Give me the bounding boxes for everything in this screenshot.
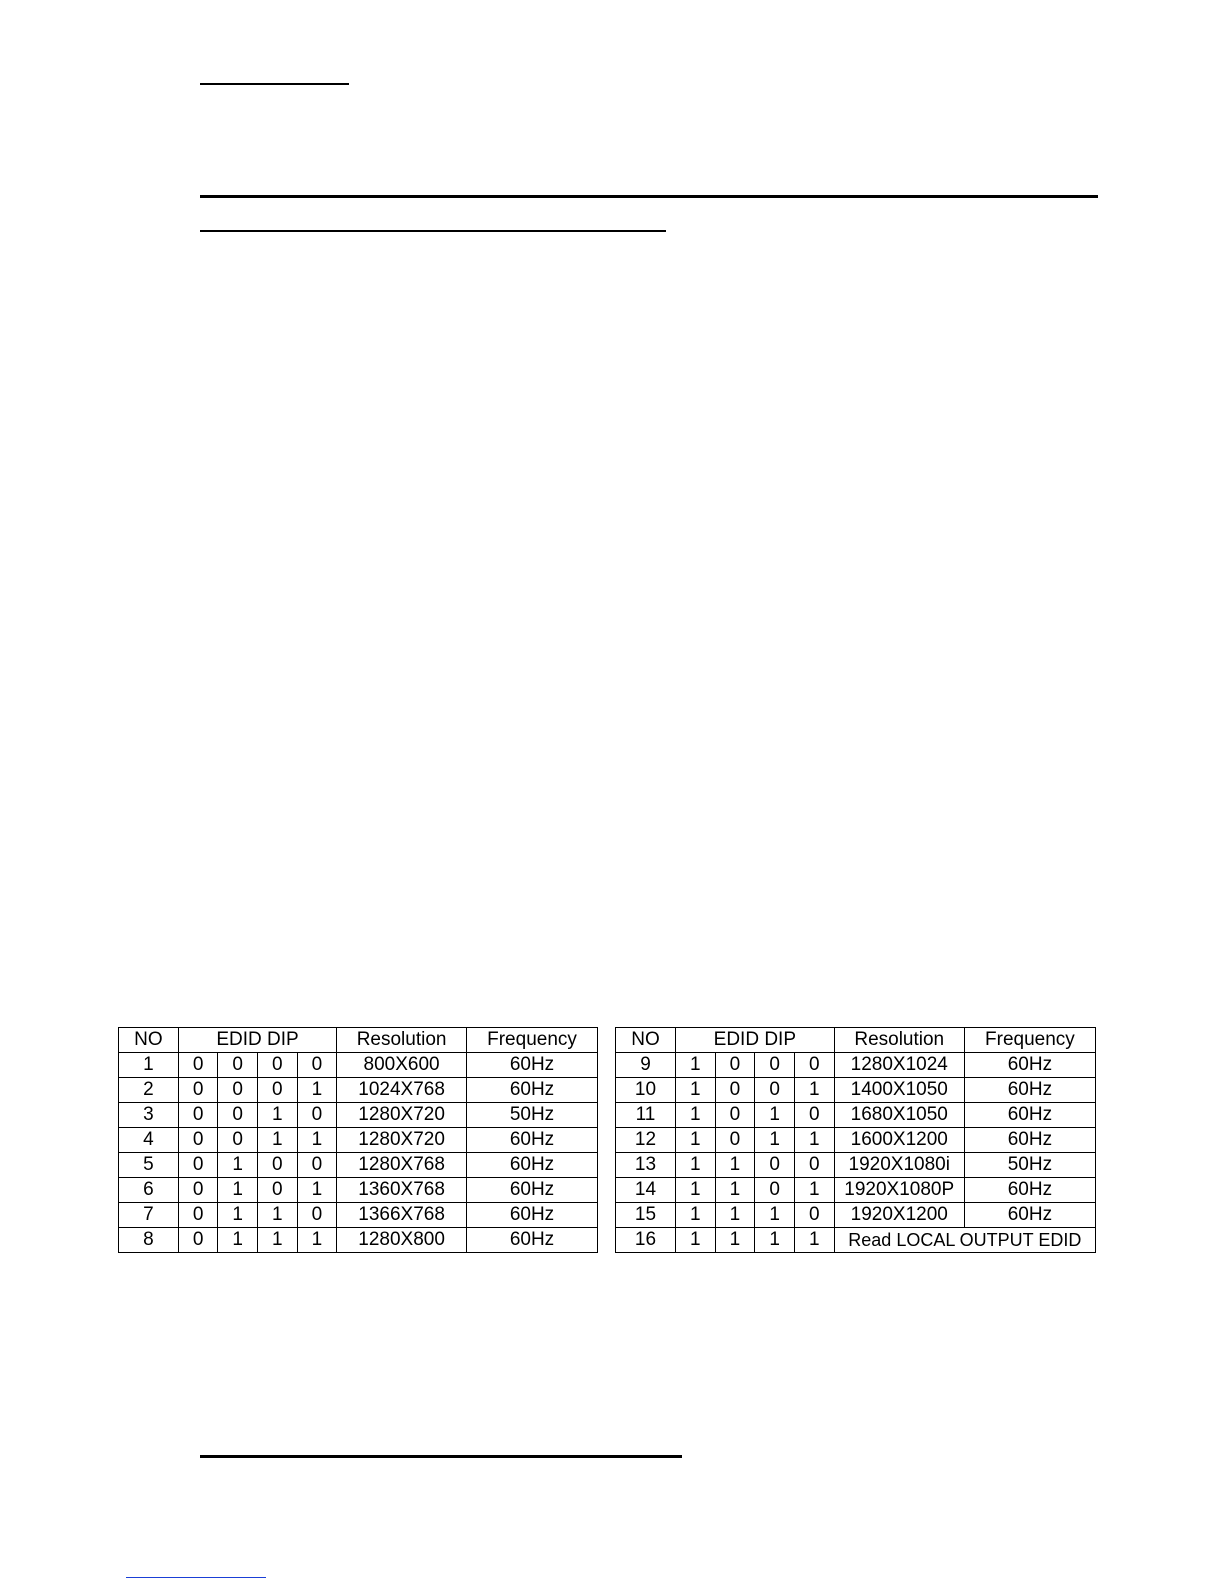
frequency-cell: 60Hz xyxy=(964,1178,1095,1203)
resolution-cell: 1280X800 xyxy=(337,1228,467,1253)
table-row xyxy=(119,1103,598,1128)
table-header-row xyxy=(616,1028,1096,1053)
dip-bit: 1 xyxy=(218,1203,258,1228)
row-number: 1 xyxy=(119,1053,179,1078)
table-row xyxy=(119,1053,598,1078)
frequency-cell: 60Hz xyxy=(467,1153,598,1178)
row-number: 15 xyxy=(616,1203,676,1228)
dip-bit: 1 xyxy=(755,1128,795,1153)
dip-bit: 0 xyxy=(715,1128,755,1153)
dip-bit: 0 xyxy=(755,1153,795,1178)
row-number: 6 xyxy=(119,1178,179,1203)
row-number: 2 xyxy=(119,1078,179,1103)
row-number: 16 xyxy=(616,1228,676,1253)
dip-bit: 0 xyxy=(715,1053,755,1078)
edid-table-right xyxy=(615,1027,1096,1253)
dip-bit: 1 xyxy=(755,1228,795,1253)
header-edid-dip: EDID DIP xyxy=(675,1028,834,1053)
dip-bit: 0 xyxy=(257,1153,297,1178)
frequency-cell: 60Hz xyxy=(964,1078,1095,1103)
frequency-cell: 60Hz xyxy=(467,1128,598,1153)
table-row xyxy=(119,1228,598,1253)
table-row xyxy=(119,1078,598,1103)
row-number: 8 xyxy=(119,1228,179,1253)
dip-bit: 0 xyxy=(794,1053,834,1078)
dip-bit: 1 xyxy=(715,1153,755,1178)
table-row xyxy=(119,1203,598,1228)
resolution-cell: 1280X720 xyxy=(337,1128,467,1153)
dip-bit: 1 xyxy=(755,1203,795,1228)
frequency-cell: 60Hz xyxy=(467,1178,598,1203)
resolution-cell: 1920X1200 xyxy=(834,1203,964,1228)
table-row xyxy=(616,1053,1096,1078)
dip-bit: 0 xyxy=(297,1053,337,1078)
dip-bit: 0 xyxy=(755,1178,795,1203)
table-row xyxy=(616,1153,1096,1178)
dip-bit: 1 xyxy=(794,1178,834,1203)
resolution-cell: 1920X1080i xyxy=(834,1153,964,1178)
dip-bit: 0 xyxy=(218,1053,258,1078)
dip-bit: 1 xyxy=(675,1153,715,1178)
edid-table-left xyxy=(118,1027,598,1253)
dip-bit: 1 xyxy=(675,1103,715,1128)
row-number: 9 xyxy=(616,1053,676,1078)
dip-bit: 0 xyxy=(257,1178,297,1203)
dip-bit: 1 xyxy=(715,1228,755,1253)
resolution-cell: 800X600 xyxy=(337,1053,467,1078)
resolution-cell: 1920X1080P xyxy=(834,1178,964,1203)
table-row xyxy=(616,1103,1096,1128)
header-frequency: Frequency xyxy=(964,1028,1095,1053)
table-row xyxy=(616,1228,1096,1253)
resolution-cell: 1600X1200 xyxy=(834,1128,964,1153)
dip-bit: 0 xyxy=(218,1128,258,1153)
header-frequency: Frequency xyxy=(467,1028,598,1053)
dip-bit: 1 xyxy=(297,1128,337,1153)
header-edid-dip: EDID DIP xyxy=(178,1028,336,1053)
frequency-cell: 60Hz xyxy=(964,1203,1095,1228)
dip-bit: 0 xyxy=(178,1078,218,1103)
dip-bit: 0 xyxy=(178,1053,218,1078)
heading-underline-3 xyxy=(200,1455,682,1458)
dip-bit: 0 xyxy=(755,1078,795,1103)
dip-bit: 0 xyxy=(178,1178,218,1203)
dip-bit: 0 xyxy=(297,1153,337,1178)
frequency-cell: 60Hz xyxy=(467,1203,598,1228)
table-row xyxy=(616,1128,1096,1153)
dip-bit: 1 xyxy=(257,1228,297,1253)
resolution-cell: 1024X768 xyxy=(337,1078,467,1103)
dip-bit: 0 xyxy=(218,1078,258,1103)
local-output-edid-cell: Read LOCAL OUTPUT EDID xyxy=(834,1228,1095,1253)
row-number: 13 xyxy=(616,1153,676,1178)
dip-bit: 1 xyxy=(257,1128,297,1153)
dip-bit: 0 xyxy=(178,1228,218,1253)
dip-bit: 1 xyxy=(715,1178,755,1203)
dip-bit: 0 xyxy=(178,1203,218,1228)
header-no: NO xyxy=(119,1028,179,1053)
dip-bit: 0 xyxy=(794,1153,834,1178)
row-number: 3 xyxy=(119,1103,179,1128)
dip-bit: 1 xyxy=(297,1178,337,1203)
resolution-cell: 1280X720 xyxy=(337,1103,467,1128)
table-row xyxy=(616,1078,1096,1103)
dip-bit: 0 xyxy=(297,1103,337,1128)
row-number: 12 xyxy=(616,1128,676,1153)
heading-underline-1 xyxy=(200,83,349,85)
table-row xyxy=(119,1153,598,1178)
footer-link-underline xyxy=(126,1577,266,1578)
dip-bit: 1 xyxy=(675,1178,715,1203)
dip-bit: 1 xyxy=(675,1128,715,1153)
frequency-cell: 60Hz xyxy=(467,1228,598,1253)
heading-underline-2 xyxy=(200,230,666,232)
dip-bit: 1 xyxy=(715,1203,755,1228)
resolution-cell: 1366X768 xyxy=(337,1203,467,1228)
frequency-cell: 60Hz xyxy=(467,1078,598,1103)
row-number: 14 xyxy=(616,1178,676,1203)
row-number: 7 xyxy=(119,1203,179,1228)
dip-bit: 1 xyxy=(257,1103,297,1128)
dip-bit: 0 xyxy=(257,1053,297,1078)
dip-bit: 1 xyxy=(675,1228,715,1253)
dip-bit: 0 xyxy=(178,1128,218,1153)
dip-bit: 0 xyxy=(715,1078,755,1103)
dip-bit: 1 xyxy=(297,1078,337,1103)
dip-bit: 1 xyxy=(218,1178,258,1203)
table-row xyxy=(616,1178,1096,1203)
dip-bit: 0 xyxy=(794,1203,834,1228)
dip-bit: 0 xyxy=(794,1103,834,1128)
dip-bit: 0 xyxy=(257,1078,297,1103)
header-no: NO xyxy=(616,1028,676,1053)
resolution-cell: 1280X1024 xyxy=(834,1053,964,1078)
dip-bit: 1 xyxy=(675,1053,715,1078)
row-number: 4 xyxy=(119,1128,179,1153)
row-number: 10 xyxy=(616,1078,676,1103)
dip-bit: 1 xyxy=(218,1228,258,1253)
table-row xyxy=(119,1178,598,1203)
resolution-cell: 1360X768 xyxy=(337,1178,467,1203)
table-row xyxy=(119,1128,598,1153)
dip-bit: 0 xyxy=(178,1103,218,1128)
dip-bit: 1 xyxy=(675,1203,715,1228)
table-header-row xyxy=(119,1028,598,1053)
row-number: 5 xyxy=(119,1153,179,1178)
dip-bit: 0 xyxy=(178,1153,218,1178)
frequency-cell: 60Hz xyxy=(467,1053,598,1078)
frequency-cell: 50Hz xyxy=(467,1103,598,1128)
resolution-cell: 1400X1050 xyxy=(834,1078,964,1103)
header-resolution: Resolution xyxy=(337,1028,467,1053)
frequency-cell: 50Hz xyxy=(964,1153,1095,1178)
frequency-cell: 60Hz xyxy=(964,1128,1095,1153)
resolution-cell: 1680X1050 xyxy=(834,1103,964,1128)
dip-bit: 1 xyxy=(794,1228,834,1253)
section-rule xyxy=(200,195,1098,198)
dip-bit: 0 xyxy=(297,1203,337,1228)
dip-bit: 1 xyxy=(218,1153,258,1178)
dip-bit: 0 xyxy=(218,1103,258,1128)
dip-bit: 0 xyxy=(715,1103,755,1128)
dip-bit: 1 xyxy=(257,1203,297,1228)
row-number: 11 xyxy=(616,1103,676,1128)
dip-bit: 0 xyxy=(755,1053,795,1078)
dip-bit: 1 xyxy=(297,1228,337,1253)
frequency-cell: 60Hz xyxy=(964,1103,1095,1128)
table-row xyxy=(616,1203,1096,1228)
dip-bit: 1 xyxy=(755,1103,795,1128)
frequency-cell: 60Hz xyxy=(964,1053,1095,1078)
dip-bit: 1 xyxy=(794,1128,834,1153)
dip-bit: 1 xyxy=(794,1078,834,1103)
header-resolution: Resolution xyxy=(834,1028,964,1053)
resolution-cell: 1280X768 xyxy=(337,1153,467,1178)
dip-bit: 1 xyxy=(675,1078,715,1103)
